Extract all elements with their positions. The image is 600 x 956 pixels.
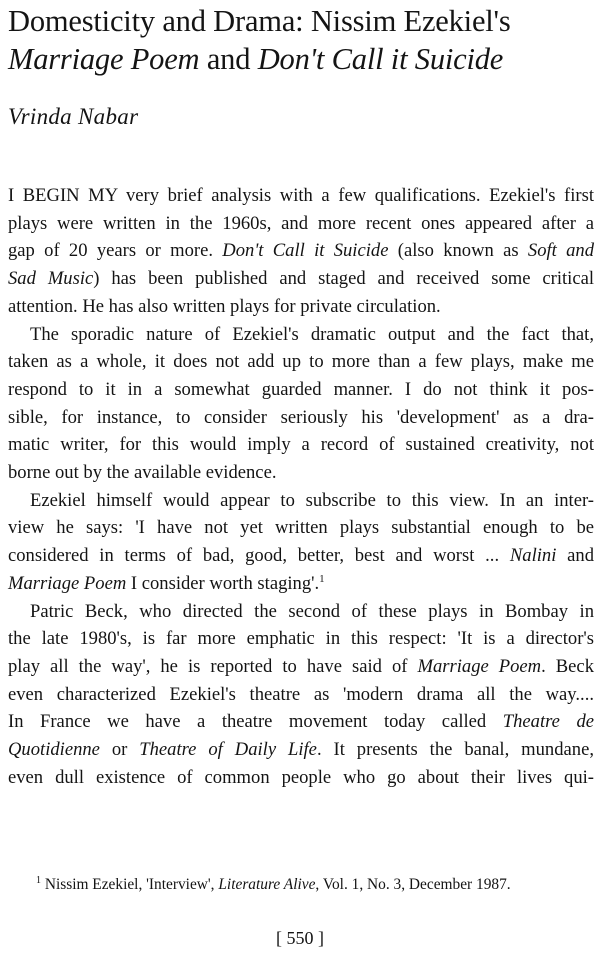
- text-run: gap of 20 years or more.: [8, 240, 213, 262]
- italic-run: Quotidienne: [8, 739, 100, 761]
- text-run: or: [99, 739, 140, 761]
- italic-run: Marriage Poem: [417, 655, 542, 677]
- body-line: [8, 265, 594, 293]
- title-work-1: Marriage Poem: [8, 42, 200, 76]
- text-run: . It presents the banal, mundane,: [316, 739, 594, 761]
- footnote-number: 1: [36, 874, 41, 886]
- body-line: even dull existence of common people who go about their lives qui-: [8, 766, 594, 788]
- italic-run: Theatre de: [502, 711, 594, 733]
- text-run: and: [556, 545, 594, 567]
- paragraph-4: [8, 598, 594, 792]
- paragraph-1: [8, 182, 594, 321]
- text-run: ) has been published and staged and received some critical: [93, 268, 594, 290]
- body-line: [8, 237, 594, 265]
- body-line: taken as a whole, it does not add up to more than a few plays, make me: [8, 351, 594, 373]
- body-line: attention. He has also written plays for private circulation.: [8, 295, 441, 317]
- title-line-1: Domesticity and Drama: Nissim Ezekiel's: [8, 4, 511, 38]
- paragraph-3: [8, 487, 594, 598]
- text-run: I consider worth staging'.: [126, 572, 320, 594]
- body-line: [8, 653, 594, 681]
- body-line: [8, 708, 594, 736]
- text-run: play all the way', he is reported to have said of: [8, 655, 418, 677]
- body-line: [8, 736, 594, 764]
- text-run: (also known as: [388, 240, 528, 262]
- footnote-source: Literature Alive: [218, 876, 316, 893]
- body-line: plays were written in the 1960s, and more recent ones appeared after a: [8, 212, 594, 234]
- title-work-2: Don't Call it Suicide: [257, 42, 504, 76]
- text-run: In France we have a theatre movement today called: [8, 711, 503, 733]
- article-body: [8, 182, 594, 791]
- italic-run: Nalini: [509, 545, 557, 567]
- body-line: Ezekiel himself would appear to subscribe to this view. In an inter-: [30, 489, 594, 511]
- body-line: matic writer, for this would imply a record of sustained creativity, not: [8, 434, 594, 456]
- body-line: [8, 570, 594, 598]
- title-line-2: [8, 40, 596, 78]
- italic-run: Marriage Poem: [8, 572, 127, 594]
- title-conjunction: and: [199, 42, 258, 76]
- footnote-marker: 1: [319, 572, 325, 585]
- footnote: [36, 876, 596, 894]
- body-line: respond to it in a somewhat guarded manner. I do not think it pos-: [8, 378, 594, 400]
- footnote-text: Nissim Ezekiel, 'Interview',: [41, 876, 219, 893]
- italic-run: Don't Call it Suicide: [222, 240, 389, 262]
- body-line: Patric Beck, who directed the second of these plays in Bombay in: [30, 600, 594, 622]
- body-line: sible, for instance, to consider seriously his 'development' as a dra-: [8, 406, 594, 428]
- body-line: [8, 542, 594, 570]
- text-run: considered in terms of bad, good, better, best and worst ...: [8, 545, 510, 567]
- body-line: I BEGIN MY very brief analysis with a few qualifications. Ezekiel's first: [8, 185, 594, 206]
- text-run: . Beck: [541, 655, 594, 677]
- italic-run: Theatre of Daily Life: [139, 739, 317, 761]
- italic-run: Sad Music: [8, 268, 94, 290]
- paragraph-2: [8, 321, 594, 487]
- footnote-text: , Vol. 1, No. 3, December 1987.: [315, 876, 511, 893]
- page-number: [ 550 ]: [276, 928, 324, 948]
- body-line: view he says: 'I have not yet written plays substantial enough to be: [8, 517, 594, 539]
- article-title: [8, 2, 596, 78]
- body-line: borne out by the available evidence.: [8, 462, 277, 484]
- body-line: the late 1980's, is far more emphatic in this respect: 'It is a director's: [8, 628, 594, 650]
- italic-run: Soft and: [527, 240, 595, 262]
- body-line: even characterized Ezekiel's theatre as 'modern drama all the way....: [8, 683, 594, 705]
- author-name: Vrinda Nabar: [8, 104, 139, 129]
- body-line: The sporadic nature of Ezekiel's dramatic output and the fact that,: [30, 323, 594, 345]
